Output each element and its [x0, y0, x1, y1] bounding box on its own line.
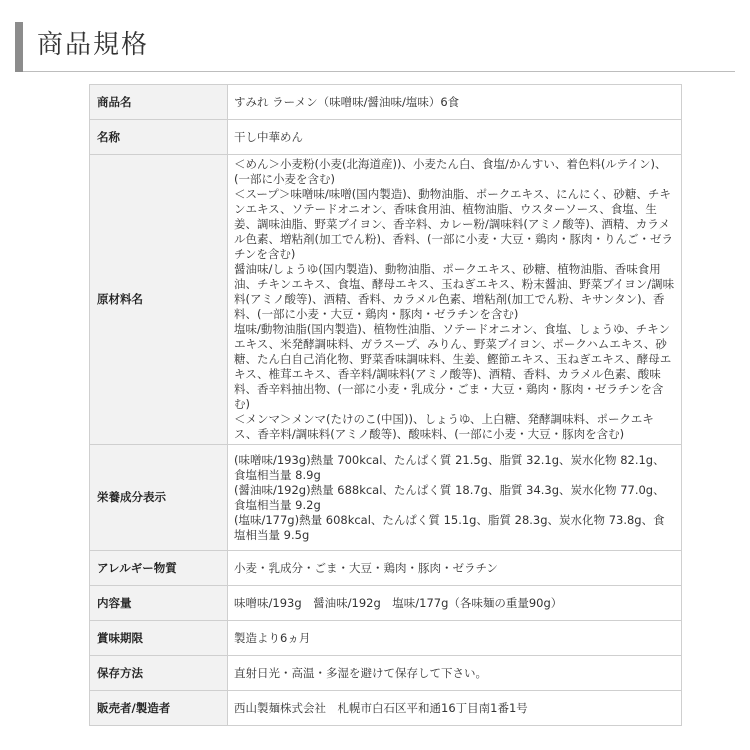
spec-row-name [90, 120, 682, 155]
header-divider [23, 71, 735, 72]
spec-value-line: 醤油味/しょうゆ(国内製造)、動物油脂、ポークエキス、砂糖、植物油脂、香味食用油、チキンエキス、食塩、酵母エキス、玉ねぎエキス、粉末醤油、野菜ブイヨン/調味料(アミノ酸等)、酒精、香料、カラメル色素、増粘剤(加工でん粉、キサンタン)、香料、(一部に小麦・大豆・鶏肉・豚肉・ゼラチンを含む) [234, 262, 675, 321]
spec-row-ingredients [90, 155, 682, 445]
spec-value [228, 155, 682, 445]
spec-label: 名称 [90, 120, 228, 155]
spec-value [228, 120, 682, 155]
spec-label: 原材料名 [90, 155, 228, 445]
spec-row-best-before [90, 621, 682, 656]
spec-value-line: (醤油味/192g)熱量 688kcal、たんぱく質 18.7g、脂質 34.3g、炭水化物 77.0g、食塩相当量 9.2g [234, 482, 665, 512]
spec-value-line: 西山製麺株式会社 札幌市白石区平和通16丁目南1番1号 [234, 700, 528, 715]
spec-value-line: ＜めん＞小麦粉(小麦(北海道産))、小麦たん白、食塩/かんすい、着色料(ルテイン)、(一部に小麦を含む) [234, 157, 667, 186]
spec-value-line: ＜メンマ＞メンマ(たけのこ(中国))、しょうゆ、上白糖、発酵調味料、ポークエキス、香辛料/調味料(アミノ酸等)、酸味料、(一部に小麦・大豆・豚肉を含む) [234, 412, 654, 441]
spec-label: 商品名 [90, 85, 228, 120]
spec-value [228, 656, 682, 691]
spec-row-allergens [90, 551, 682, 586]
section-title: 商品規格 [37, 30, 150, 60]
spec-label: 内容量 [90, 586, 228, 621]
spec-value-line: 製造より6ヵ月 [234, 630, 311, 645]
spec-row-contents [90, 586, 682, 621]
spec-value [228, 445, 682, 551]
spec-value-line: (味噌味/193g)熱量 700kcal、たんぱく質 21.5g、脂質 32.1g、炭水化物 82.1g、食塩相当量 8.9g [234, 452, 665, 482]
spec-value-line: ＜スープ＞味噌味/味噌(国内製造)、動物油脂、ポークエキス、にんにく、砂糖、チキンエキス、ソテードオニオン、香味食用油、植物油脂、ウスターソース、食塩、生姜、調味油脂、野菜ブイヨン、香辛料、カレー粉/調味料(アミノ酸等)、酒精、カラメル色素、増粘剤(加工でん粉)、香料、(一部に小麦・大豆・鶏肉・豚肉・りんご・ゼラチンを含む) [234, 187, 673, 261]
spec-label: 賞味期限 [90, 621, 228, 656]
spec-value [228, 691, 682, 726]
spec-table [89, 84, 682, 726]
spec-value-line: 味噌味/193g 醤油味/192g 塩味/177g（各味麺の重量90g） [234, 595, 563, 610]
spec-row-manufacturer [90, 691, 682, 726]
spec-value [228, 621, 682, 656]
spec-value [228, 551, 682, 586]
spec-label: 保存方法 [90, 656, 228, 691]
spec-value [228, 586, 682, 621]
spec-value-line: すみれ ラーメン（味噌味/醤油味/塩味）6食 [234, 94, 460, 109]
spec-value-line: 直射日光・高温・多湿を避けて保存して下さい。 [234, 665, 487, 680]
spec-value-line: 干し中華めん [234, 129, 303, 144]
spec-row-nutrition [90, 445, 682, 551]
spec-label: 栄養成分表示 [90, 445, 228, 551]
spec-label: アレルギー物質 [90, 551, 228, 586]
spec-value-line: (塩味/177g)熱量 608kcal、たんぱく質 15.1g、脂質 28.3g、炭水化物 73.8g、食塩相当量 9.5g [234, 512, 665, 542]
spec-value-line: 小麦・乳成分・ごま・大豆・鶏肉・豚肉・ゼラチン [234, 560, 498, 575]
header-accent-bar [15, 22, 23, 72]
spec-value-line: 塩味/動物油脂(国内製造)、植物性油脂、ソテードオニオン、食塩、しょうゆ、チキンエキス、米発酵調味料、ガラスープ、みりん、野菜ブイヨン、ポークハムエキス、砂糖、たん白自己消化物、野菜香味調味料、生姜、鰹節エキス、玉ねぎエキス、酵母エキス、椎茸エキス、香辛料/調味料(アミノ酸等)、酒精、香料、カラメル色素、酸味料、香辛料抽出物、(一部に小麦・乳成分・ごま・大豆・鶏肉・豚肉・ゼラチンを含む) [234, 322, 672, 411]
spec-value [228, 85, 682, 120]
spec-row-product-name [90, 85, 682, 120]
section-header [15, 22, 735, 72]
spec-label: 販売者/製造者 [90, 691, 228, 726]
spec-row-storage [90, 656, 682, 691]
